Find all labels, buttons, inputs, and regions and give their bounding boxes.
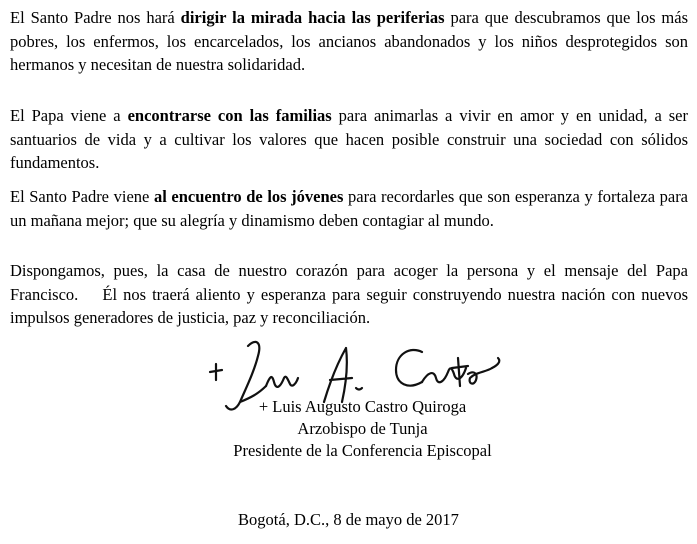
paragraph-familias [10,104,688,175]
paragraph-periferias [10,6,688,77]
paragraph-text: El Santo Padre viene [10,187,154,206]
emphasis-text: al encuentro de los jóvenes [153,187,344,206]
paragraph-text: El Papa viene a [10,106,128,125]
emphasis-text: dirigir la mirada hacia las periferias [180,8,445,27]
paragraph-text: para animarlas a vivir en amor y en unidad, a ser santuarios de vida y a cultivar los valores que hacen posible construir una sociedad con sólidos fundamentos. [10,106,688,172]
document-date: Bogotá, D.C., 8 de mayo de 2017 [238,510,459,529]
signatory-role: Presidente de la Conferencia Episcopal [233,441,492,460]
signatory-name: + Luis Augusto Castro Quiroga [258,397,467,416]
paragraph-dispongamos: Dispongamos, pues, la casa de nuestro corazón para acoger la persona y el mensaje del Papa Francisco. Él nos traerá aliento y esperanza para seguir construyendo nuestra nación con nuevos impulsos generadores de justicia, paz y reconciliación. [10,261,693,327]
paragraph-text: para que descubramos que los más pobres, los enfermos, los encarcelados, los ancianos abandonados y los niños desprotegidos son hermanos y necesitan de nuestra solidaridad. [10,8,688,74]
paragraph-jovenes [10,185,688,232]
paragraph-text: para recordarles que son esperanza y fortaleza para un mañana mejor; que su alegría y dinamismo deben contagiar al mundo. [10,187,689,230]
signatory-title: Arzobispo de Tunja [297,419,428,438]
emphasis-text: encontrarse con las familias [127,106,332,125]
paragraph-text: El Santo Padre nos hará [10,8,181,27]
